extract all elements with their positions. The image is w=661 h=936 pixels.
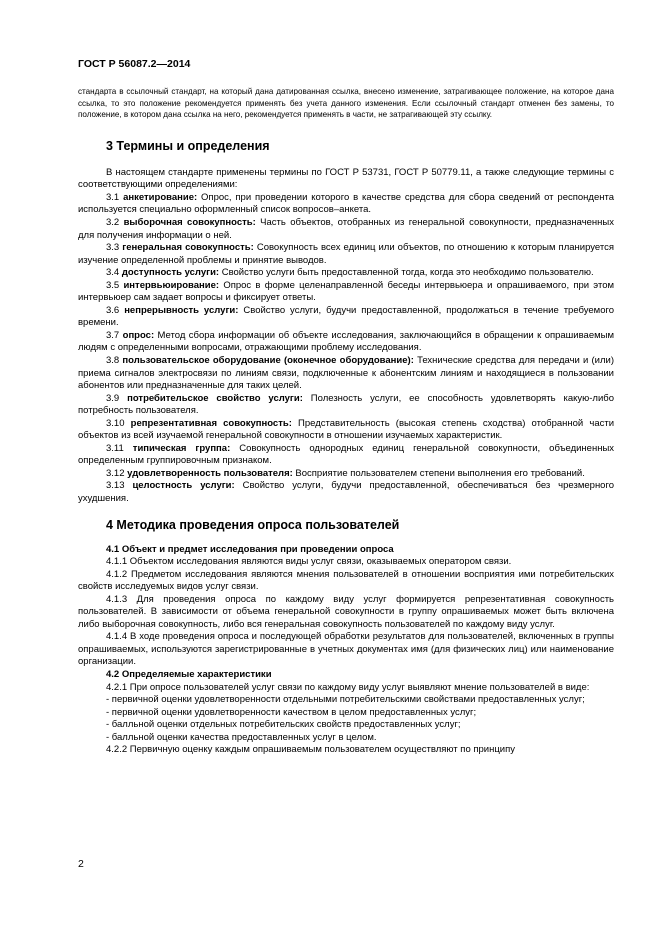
term-3-7: 3.7 опрос: Метод сбора информации об объекте исследования, заключающийся в обращении к опрашиваемым людям с определенными вопросами, отражающими проблему исследования.	[78, 329, 615, 354]
section-3-heading: 3 Термины и определения	[106, 138, 270, 153]
paragraph-4-1-2: 4.1.2 Предметом исследования являются мнения пользователей в отношении восприятия ими потребительских свойств исследуемых видов услуг связи.	[78, 568, 614, 593]
term-3-4: 3.4 доступность услуги: Свойство услуги быть предоставленной тогда, когда это необходимо пользователю.	[106, 267, 594, 279]
paragraph-4-1-4: 4.1.4 В ходе проведения опроса и последующей обработки результатов для пользователей, включенных в группы опрашиваемых, используются зарегистрированные в учетных документах имя (для физических лиц) или наименование организации.	[78, 631, 614, 668]
subsection-4-2-heading: 4.2 Определяемые характеристики	[106, 669, 272, 681]
list-item: - первичной оценки удовлетворенности качеством в целом предоставленных услуг;	[106, 706, 477, 718]
document-header: ГОСТ Р 56087.2—2014	[78, 58, 191, 70]
term-3-6: 3.6 непрерывность услуги: Свойство услуги, будучи предоставленной, продолжаться в течение требуемого времени.	[78, 304, 615, 329]
section-3-intro: В настоящем стандарте применены термины по ГОСТ Р 53731, ГОСТ Р 50779.11, а также следующие термины с соответствующими определениями:	[78, 166, 614, 191]
term-3-1: 3.1 анкетирование: Опрос, при проведении которого в качестве средства для сбора сведений от респондента используется специально оформленный список вопросов–анкета.	[78, 191, 614, 216]
term-3-11: 3.11 типическая группа: Совокупность однородных единиц генеральной совокупности, объединенных определенным группировочным признаком.	[78, 442, 615, 467]
section-4-heading: 4 Методика проведения опроса пользователей	[106, 517, 400, 532]
page-number: 2	[78, 858, 84, 870]
reference-note: стандарта в ссылочный стандарт, на который дана датированная ссылка, внесено изменение, затрагивающее положение, на которое дана ссылка, то это положение рекомендуется применять без учета данного изменения. Если ссылочный стандарт отменен без замены, то положение, в котором дана ссылка на него, рекомендуется применять в части, не затрагивающей эту ссылку.	[78, 87, 614, 120]
list-item: - балльной оценки качества предоставленных услуг в целом.	[106, 731, 377, 743]
page-body	[78, 86, 614, 757]
term-3-3: 3.3 генеральная совокупность: Совокупность всех единиц или объектов, по отношению к которым планируется изучение определенной проблемы и принятие выводов.	[78, 242, 614, 266]
term-3-9: 3.9 потребительское свойство услуги: Полезность услуги, ее способность удовлетворять какую-либо потребность пользователя.	[78, 392, 615, 417]
term-3-12: 3.12 удовлетворенность пользователя: Восприятие пользователем степени выполнения его требований.	[106, 467, 585, 479]
term-3-8: 3.8 пользовательское оборудование (оконечное оборудование): Технические средства для передачи и (или) приема сигналов электросвязи по линиям связи, подключенные к абонентским линиям и находящиеся в пользовании абонентов или предназначенные для таких целей.	[78, 354, 615, 392]
subsection-4-1-heading: 4.1 Объект и предмет исследования при проведении опроса	[106, 543, 394, 555]
paragraph-4-1-1: 4.1.1 Объектом исследования являются виды услуг связи, оказываемых оператором связи.	[106, 556, 512, 568]
list-item: - балльной оценки отдельных потребительских свойств предоставленных услуг;	[106, 719, 461, 731]
paragraph-4-1-3: 4.1.3 Для проведения опроса по каждому виду услуг формируется репрезентативная совокупность пользователей. В зависимости от объема генеральной совокупности в группу опрашиваемых может быть включена либо выборочная совокупность, либо вся генеральная совокупность пользователей по каждому виду услуг.	[78, 593, 614, 630]
list-item: - первичной оценки удовлетворенности отдельными потребительскими свойствами предоставленных услуг;	[106, 694, 585, 706]
term-3-13: 3.13 целостность услуги: Свойство услуги, будучи предоставленной, обеспечиваться без чрезмерного ухудшения.	[78, 480, 615, 504]
term-3-2: 3.2 выборочная совокупность: Часть объектов, отобранных из генеральной совокупности, предназначенных для получения информации о ней.	[78, 216, 615, 241]
term-3-10: 3.10 репрезентативная совокупность: Представительность (высокая степень сходства) отобранной части объектов из всей изучаемой генеральной совокупности в отношении изучаемых характеристик.	[78, 417, 615, 442]
term-3-5: 3.5 интервьюирование: Опрос в форме целенаправленной беседы интервьюера и опрашиваемого, при этом интервьюер сам задает вопросы и фиксирует ответы.	[78, 279, 615, 304]
paragraph-4-2-1: 4.2.1 При опросе пользователей услуг связи по каждому виду услуг выявляют мнение пользователей в виде:	[106, 681, 590, 693]
paragraph-4-2-2: 4.2.2 Первичную оценку каждым опрашиваемым пользователем осуществляют по принципу	[106, 744, 515, 756]
